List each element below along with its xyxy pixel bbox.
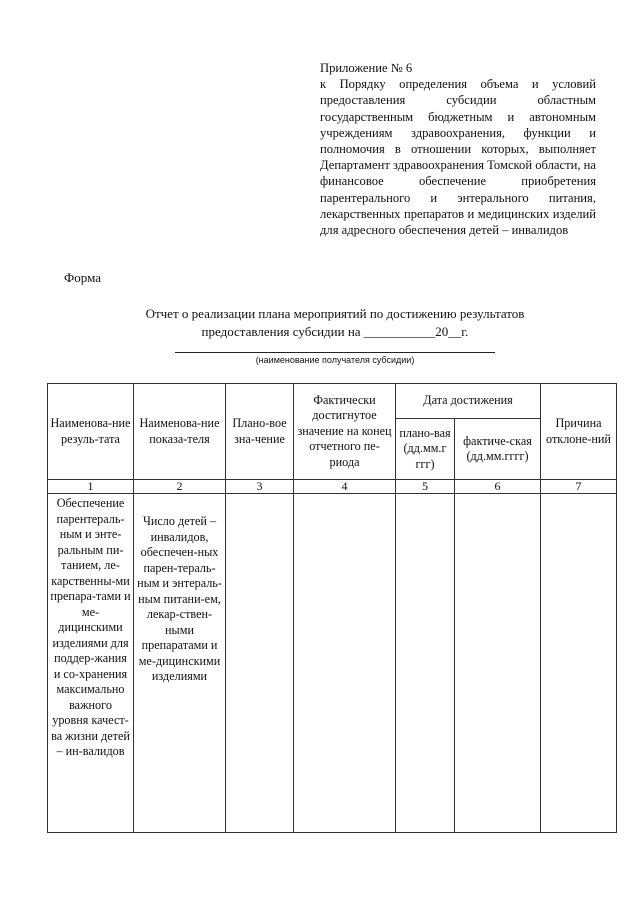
- annex-block: [320, 60, 596, 238]
- annex-body: к Порядку определения объема и условий предоставления субсидии областным государственным бюджетным и автономным учреждениям здравоохранения, функции и полномочия в отношении которых, выполняет Департамент здравоохранения Томской области, на финансовое обеспечение приобретения парентерального и энтерального питания, лекарственных препаратов и медицинских изделий для адресного обеспечения детей – инвалидов: [320, 77, 596, 238]
- report-title: [100, 305, 570, 341]
- column-number: 5: [396, 480, 455, 494]
- report-title-line2: предоставления субсидии на ___________20__г.: [201, 324, 469, 339]
- column-number: 4: [294, 480, 396, 494]
- cell-actual-value: [294, 494, 396, 833]
- column-number: 1: [48, 480, 134, 494]
- annex-title: Приложение № 6: [320, 61, 413, 75]
- header-actual-value: Фактически достигнутое значение на конец отчетного пе-риода: [294, 384, 396, 480]
- report-title-line1: Отчет о реализации плана мероприятий по достижению результатов: [145, 306, 525, 321]
- recipient-caption: (наименование получателя субсидии): [255, 355, 415, 365]
- cell-planned-date: [396, 494, 455, 833]
- recipient-line: [175, 352, 495, 353]
- column-number: 3: [226, 480, 294, 494]
- cell-result-name: Обеспечение парентераль-ным и энте-ральным пи-танием, ле-карственны-ми препара-тами и ме-дицинскими изделиями для поддер-жания и со-хранения максимально важного уровня качест-ва жизни детей – ин-валидов: [48, 494, 134, 833]
- header-planned-date: плано-вая (дд.мм.г ггг): [396, 419, 455, 480]
- column-number: 6: [455, 480, 541, 494]
- header-indicator-name: Наименова-ние показа-теля: [134, 384, 226, 480]
- header-achievement-date: Дата достижения: [396, 384, 541, 419]
- form-label: Форма: [64, 270, 101, 285]
- column-number: 2: [134, 480, 226, 494]
- header-planned-value: Плано-вое зна-чение: [226, 384, 294, 480]
- header-result-name: Наименова-ние резуль-тата: [48, 384, 134, 480]
- report-table: [47, 383, 617, 833]
- cell-indicator-name: Число детей – инвалидов, обеспечен-ных парен-тераль-ным и энтераль-ным питани-ем, лекар-ствен-ными препаратами и ме-дицинскими изделиями: [134, 494, 226, 833]
- column-number: 7: [541, 480, 617, 494]
- header-actual-date: фактиче-ская (дд.мм.гггг): [455, 419, 541, 480]
- header-deviation-reason: Причина отклоне-ний: [541, 384, 617, 480]
- cell-actual-date: [455, 494, 541, 833]
- cell-deviation-reason: [541, 494, 617, 833]
- cell-planned-value: [226, 494, 294, 833]
